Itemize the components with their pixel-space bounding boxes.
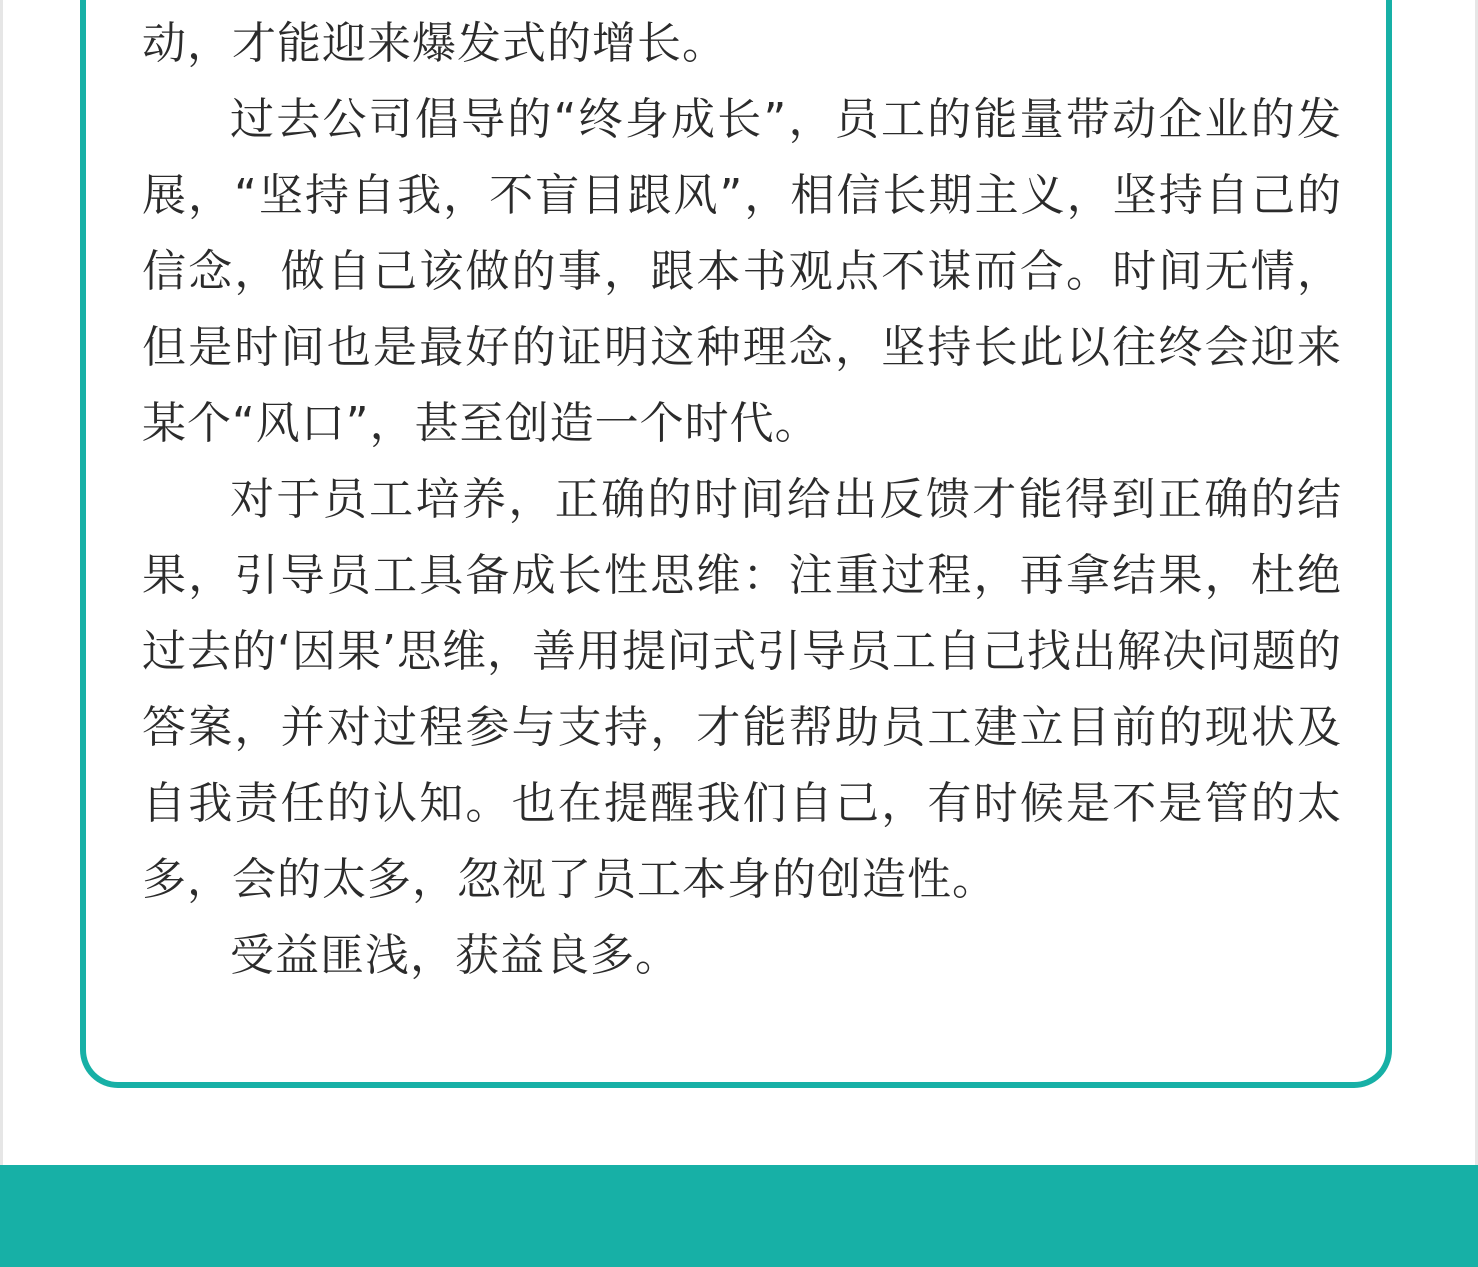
paragraph-closing: 受益匪浅，获益良多。 [230, 930, 680, 981]
footer-band [0, 1165, 1478, 1267]
paragraph-continuation: 动，才能迎来爆发式的增长。 [142, 18, 727, 69]
page-left-edge [0, 0, 3, 1165]
paragraph-lifelong-growth: 过去公司倡导的“终身成长”，员工的能量带动企业的发展，“坚持自我，不盲目跟风”，相信长期主义，坚持自己的信念，做自己该做的事，跟本书观点不谋而合。时间无情，但是时间也是最好的证明这种理念，坚持长此以往终会迎来某个“风口”，甚至创造一个时代。 [142, 94, 1342, 449]
paragraph-employee-training: 对于员工培养，正确的时间给出反馈才能得到正确的结果，引导员工具备成长性思维：注重过程，再拿结果，杜绝过去的‘因果’思维，善用提问式引导员工自己找出解决问题的答案，并对过程参与支持，才能帮助员工建立目前的现状及自我责任的认知。也在提醒我们自己，有时候是不是管的太多，会的太多，忽视了员工本身的创造性。 [142, 474, 1342, 905]
article-body [142, 6, 1342, 994]
